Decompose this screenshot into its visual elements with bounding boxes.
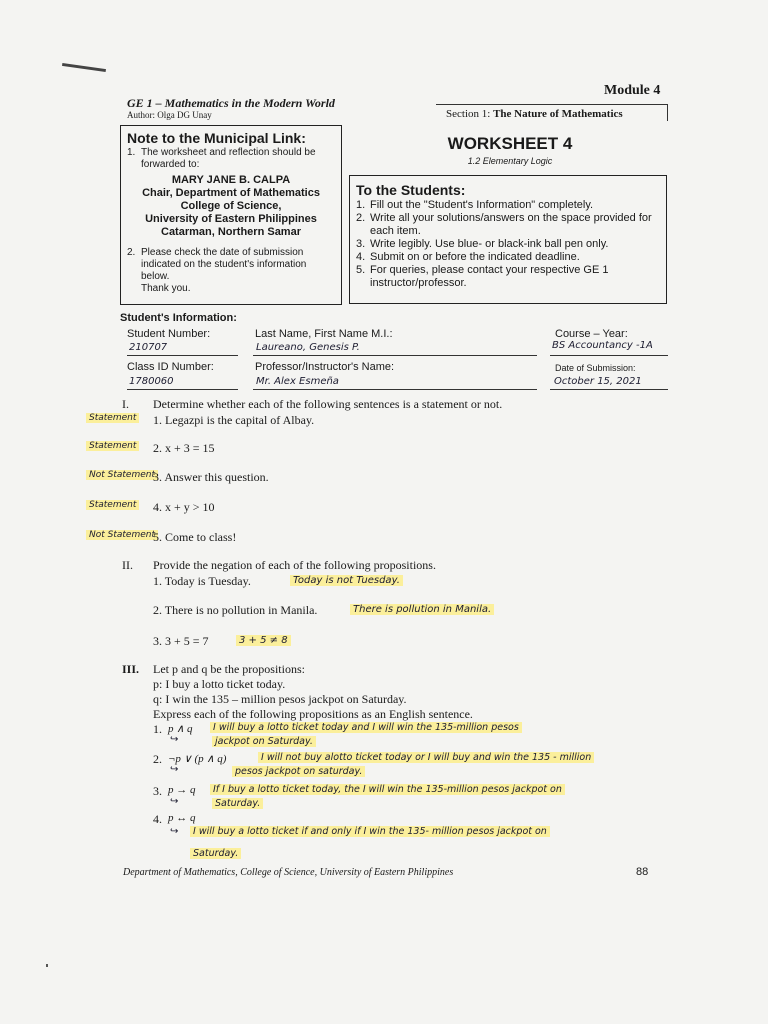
instruction-num: 4. bbox=[356, 251, 366, 263]
row1-underline-b bbox=[253, 355, 537, 356]
arrow-icon: ↪ bbox=[170, 734, 179, 745]
prof-value: Mr. Alex Esmeña bbox=[256, 376, 339, 387]
part3-p: p: I buy a lotto ticket today. bbox=[153, 677, 286, 691]
students-instruction-item bbox=[356, 264, 660, 290]
part1-item bbox=[86, 413, 646, 429]
prof-label: Professor/Instructor's Name: bbox=[255, 361, 395, 373]
part3-answer-line-1: I will not buy alotto ticket today or I will buy and win the 135 - million bbox=[258, 752, 594, 763]
part3-item-num: 2. bbox=[153, 752, 162, 766]
part3-item-num: 1. bbox=[153, 722, 162, 736]
part1-item bbox=[86, 500, 646, 516]
note-item-2-text: Please check the date of submission indicated on the student's information below. bbox=[141, 247, 307, 282]
part1-question: 3. Answer this question. bbox=[153, 470, 269, 484]
instruction-text: For queries, please contact your respective GE 1 instructor/professor. bbox=[370, 264, 609, 289]
note-thanks: Thank you. bbox=[141, 283, 191, 294]
part3-answer-line-2: pesos jackpot on saturday. bbox=[232, 766, 365, 777]
student-number-label: Student Number: bbox=[127, 328, 211, 340]
part3-instruction: Express each of the following propositions as an English sentence. bbox=[153, 707, 473, 721]
part3-answer-line-2: Saturday. bbox=[190, 848, 241, 859]
instruction-num: 2. bbox=[356, 212, 366, 224]
row2-underline-a bbox=[127, 389, 238, 390]
part3-expression: p ∧ q bbox=[168, 723, 193, 735]
recipient-line-4: University of Eastern Philippines bbox=[145, 213, 317, 225]
part3-answer-line-1: I will buy a lotto ticket if and only if I win the 135- million pesos jackpot on bbox=[190, 826, 550, 837]
part1-question: 1. Legazpi is the capital of Albay. bbox=[153, 413, 315, 427]
part3-item-num: 4. bbox=[153, 812, 162, 826]
part3-item-num: 3. bbox=[153, 784, 162, 798]
part2-question: 3. 3 + 5 = 7 bbox=[153, 634, 209, 648]
course-label: Course – Year: bbox=[555, 328, 628, 340]
row2-underline-c bbox=[550, 389, 668, 390]
arrow-icon: ↪ bbox=[170, 764, 179, 775]
arrow-icon: ↪ bbox=[170, 826, 179, 837]
part3-answer-line-2: jackpot on Saturday. bbox=[212, 736, 316, 747]
part1-item bbox=[86, 470, 646, 486]
part2-numeral: II. bbox=[122, 558, 133, 572]
section-heading bbox=[436, 104, 668, 121]
part1-answer: Statement bbox=[86, 500, 139, 510]
worksheet-title: WORKSHEET 4 bbox=[447, 134, 573, 153]
course-title: GE 1 – Mathematics in the Modern World bbox=[127, 96, 335, 110]
students-title: To the Students: bbox=[356, 182, 466, 198]
part1-instruction: Determine whether each of the following sentences is a statement or not. bbox=[153, 397, 503, 411]
student-number-value: 210707 bbox=[129, 342, 168, 353]
recipient-line-3: College of Science, bbox=[180, 200, 282, 212]
students-instructions bbox=[356, 199, 660, 290]
section-title: The Nature of Mathematics bbox=[493, 108, 623, 120]
worksheet-subtitle: 1.2 Elementary Logic bbox=[467, 156, 553, 166]
part3-answer-line-1: If I buy a lotto ticket today, the I will win the 135-million pesos jackpot on bbox=[210, 784, 565, 795]
instruction-num: 5. bbox=[356, 264, 366, 276]
scan-mark bbox=[46, 964, 48, 967]
part1-question: 2. x + 3 = 15 bbox=[153, 441, 215, 455]
part1-answer: Statement bbox=[86, 413, 139, 423]
part3-answer-line-2: Saturday. bbox=[212, 798, 263, 809]
note-item-2-num: 2. bbox=[127, 247, 136, 258]
part3-numeral: III. bbox=[122, 662, 140, 676]
name-value: Laureano, Genesis P. bbox=[256, 342, 360, 353]
instruction-text: Write all your solutions/answers on the space provided for each item. bbox=[370, 212, 652, 237]
instruction-num: 1. bbox=[356, 199, 366, 211]
students-instruction-item bbox=[356, 251, 660, 264]
date-label: Date of Submission: bbox=[555, 363, 636, 373]
students-instruction-item bbox=[356, 212, 660, 238]
row2-underline-b bbox=[253, 389, 537, 390]
class-id-label: Class ID Number: bbox=[127, 361, 214, 373]
note-item-1 bbox=[127, 147, 335, 171]
row1-underline-c bbox=[550, 355, 668, 356]
pen-mark bbox=[62, 63, 106, 72]
course-value: BS Accountancy -1A bbox=[552, 340, 653, 351]
section-label: Section 1: bbox=[446, 108, 491, 120]
note-item-1-num: 1. bbox=[127, 147, 136, 158]
part1-item bbox=[86, 530, 646, 546]
part3-expression: p → q bbox=[168, 784, 196, 796]
recipient-name: MARY JANE B. CALPA bbox=[171, 174, 291, 186]
date-value: October 15, 2021 bbox=[554, 376, 642, 387]
part3-expression: p ↔ q bbox=[168, 812, 196, 824]
part2-question: 1. Today is Tuesday. bbox=[153, 574, 251, 588]
students-box bbox=[349, 175, 667, 304]
instruction-text: Write legibly. Use blue- or black-ink ball pen only. bbox=[370, 238, 609, 250]
recipient-line-5: Catarman, Northern Samar bbox=[161, 226, 301, 238]
part1-answer: Statement bbox=[86, 441, 139, 451]
part3-expression: ¬p ∨ (p ∧ q) bbox=[168, 753, 227, 765]
part1-question: 5. Come to class! bbox=[153, 530, 237, 544]
students-instruction-item bbox=[356, 199, 660, 212]
module-label: Module 4 bbox=[604, 83, 661, 98]
part1-question: 4. x + y > 10 bbox=[153, 500, 215, 514]
part2-question: 2. There is no pollution in Manila. bbox=[153, 603, 318, 617]
recipient-line-2: Chair, Department of Mathematics bbox=[142, 187, 320, 199]
instruction-num: 3. bbox=[356, 238, 366, 250]
instruction-text: Fill out the "Student's Information" completely. bbox=[370, 199, 594, 211]
part3-answer-line-1: I will buy a lotto ticket today and I will win the 135-million pesos bbox=[210, 722, 522, 733]
part3-intro: Let p and q be the propositions: bbox=[153, 662, 305, 676]
part2-answer: There is pollution in Manila. bbox=[350, 604, 494, 615]
instruction-text: Submit on or before the indicated deadline. bbox=[370, 251, 580, 263]
part1-numeral: I. bbox=[122, 397, 129, 411]
part1-item bbox=[86, 441, 646, 457]
part1-answer: Not Statement bbox=[86, 530, 158, 540]
part2-answer: 3 + 5 ≠ 8 bbox=[236, 635, 291, 646]
students-instruction-item bbox=[356, 238, 660, 251]
name-label: Last Name, First Name M.I.: bbox=[255, 328, 393, 340]
note-item-1-text: The worksheet and reflection should be forwarded to: bbox=[141, 147, 316, 170]
recipient-block bbox=[127, 174, 335, 239]
note-box bbox=[120, 125, 342, 305]
footer-department: Department of Mathematics, College of Science, University of Eastern Philippines bbox=[123, 867, 454, 878]
arrow-icon: ↪ bbox=[170, 796, 179, 807]
page-number: 88 bbox=[636, 866, 649, 878]
part2-answer: Today is not Tuesday. bbox=[290, 575, 403, 586]
part1-answer: Not Statement bbox=[86, 470, 158, 480]
class-id-value: 1780060 bbox=[129, 376, 174, 387]
note-title: Note to the Municipal Link: bbox=[127, 130, 306, 146]
row1-underline-a bbox=[127, 355, 238, 356]
part2-instruction: Provide the negation of each of the following propositions. bbox=[153, 558, 436, 572]
author: Author: Olga DG Unay bbox=[127, 110, 212, 120]
note-item-2 bbox=[127, 247, 335, 283]
student-info-title: Student's Information: bbox=[120, 312, 237, 324]
part3-q: q: I win the 135 – million pesos jackpot on Saturday. bbox=[153, 692, 407, 706]
